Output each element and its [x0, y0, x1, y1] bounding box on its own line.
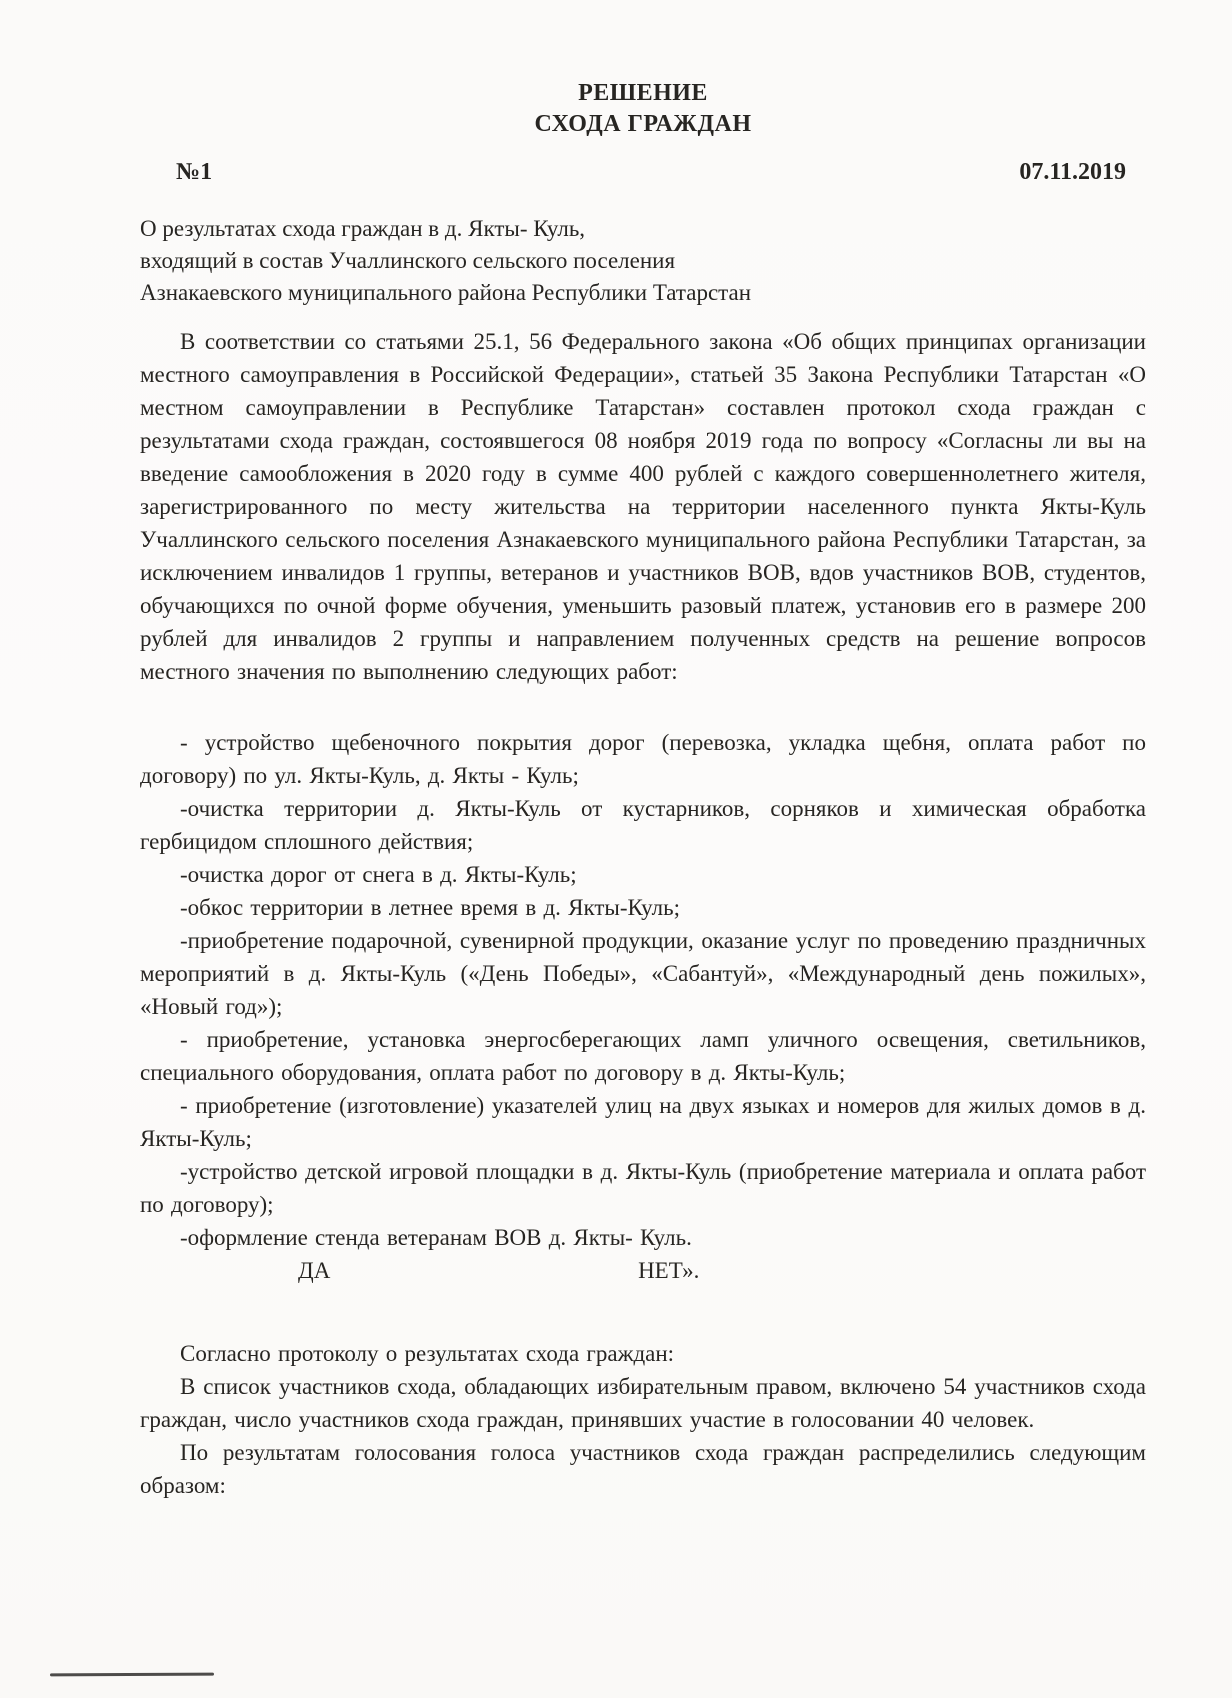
- document-meta-row: [140, 156, 1146, 189]
- document-title: [140, 0, 1146, 140]
- results-paragraph: Согласно протоколу о результатах схода граждан:: [180, 1341, 675, 1366]
- work-item: - приобретение (изготовление) указателей улиц на двух языках и номеров для жилых домов в д. Якты-Куль;: [140, 1093, 1146, 1151]
- document-title-line2: СХОДА ГРАЖДАН: [534, 111, 752, 137]
- vote-options-row: [140, 1254, 1146, 1287]
- document-subject: [140, 213, 1146, 309]
- document-title-line1: РЕШЕНИЕ: [578, 80, 708, 106]
- work-item: - приобретение, установка энергосберегающих ламп уличного освещения, светильников, специального оборудования, оплата работ по договору в д. Якты-Куль;: [140, 1027, 1146, 1085]
- document-date: 07.11.2019: [1019, 159, 1126, 185]
- work-item: - устройство щебеночного покрытия дорог (перевозка, укладка щебня, оплата работ по договору) по ул. Якты-Куль, д. Якты - Куль;: [140, 730, 1146, 788]
- work-item: -приобретение подарочной, сувенирной продукции, оказание услуг по проведению праздничных мероприятий в д. Якты-Куль («День Победы», «Сабантуй», «Международный день пожилых», «Новый год»);: [140, 928, 1146, 1019]
- subject-line: О результатах схода граждан в д. Якты- Куль,: [140, 216, 586, 241]
- intro-paragraph: В соответствии со статьями 25.1, 56 Федерального закона «Об общих принципах организации местного самоуправления в Российской Федерации», статьей 35 Закона Республики Татарстан «О местном самоуправлении в Республике Татарстан» составлен протокол схода граждан с результатами схода граждан, состоявшегося 08 ноября 2019 года по вопросу «Согласны ли вы на введение самообложения в 2020 году в сумме 400 рублей с каждого совершеннолетнего жителя, зарегистрированного по месту жительства на территории населенного пункта Якты-Куль Учаллинского сельского поселения Азнакаевского муниципального района Республики Татарстан, за исключением инвалидов 1 группы, ветеранов и участников ВОВ, вдов участников ВОВ, студентов, обучающихся по очной форме обучения, уменьшить разовый платеж, установив его в размере 200 рублей для инвалидов 2 группы и направлением полученных средств на решение вопросов местного значения по выполнению следующих работ:: [140, 329, 1146, 684]
- vote-option-no: НЕТ».: [638, 1258, 700, 1283]
- work-item: -устройство детской игровой площадки в д. Якты-Куль (приобретение материала и оплата работ по договору);: [140, 1159, 1146, 1217]
- results-section: [140, 1337, 1146, 1502]
- subject-line: входящий в состав Учаллинского сельского поселения: [140, 248, 676, 273]
- results-paragraph: В список участников схода, обладающих избирательным правом, включено 54 участников схода граждан, число участников схода граждан, принявших участие в голосовании 40 человек.: [140, 1374, 1146, 1432]
- work-item: -оформление стенда ветеранам ВОВ д. Якты- Куль.: [180, 1225, 692, 1250]
- work-items-list: [140, 726, 1146, 1254]
- document-content: [140, 0, 1146, 1502]
- subject-line: Азнакаевского муниципального района Республики Татарстан: [140, 280, 752, 305]
- work-item: -очистка территории д. Якты-Куль от кустарников, сорняков и химическая обработка гербицидом сплошного действия;: [140, 796, 1146, 854]
- results-paragraph: По результатам голосования голоса участников схода граждан распределились следующим образом:: [140, 1440, 1146, 1498]
- scan-artifact-line: [50, 1673, 214, 1677]
- document-number: №1: [176, 159, 213, 185]
- vote-option-yes: ДА: [298, 1258, 331, 1283]
- work-item: -очистка дорог от снега в д. Якты-Куль;: [180, 862, 577, 887]
- work-item: -обкос территории в летнее время в д. Якты-Куль;: [180, 895, 681, 920]
